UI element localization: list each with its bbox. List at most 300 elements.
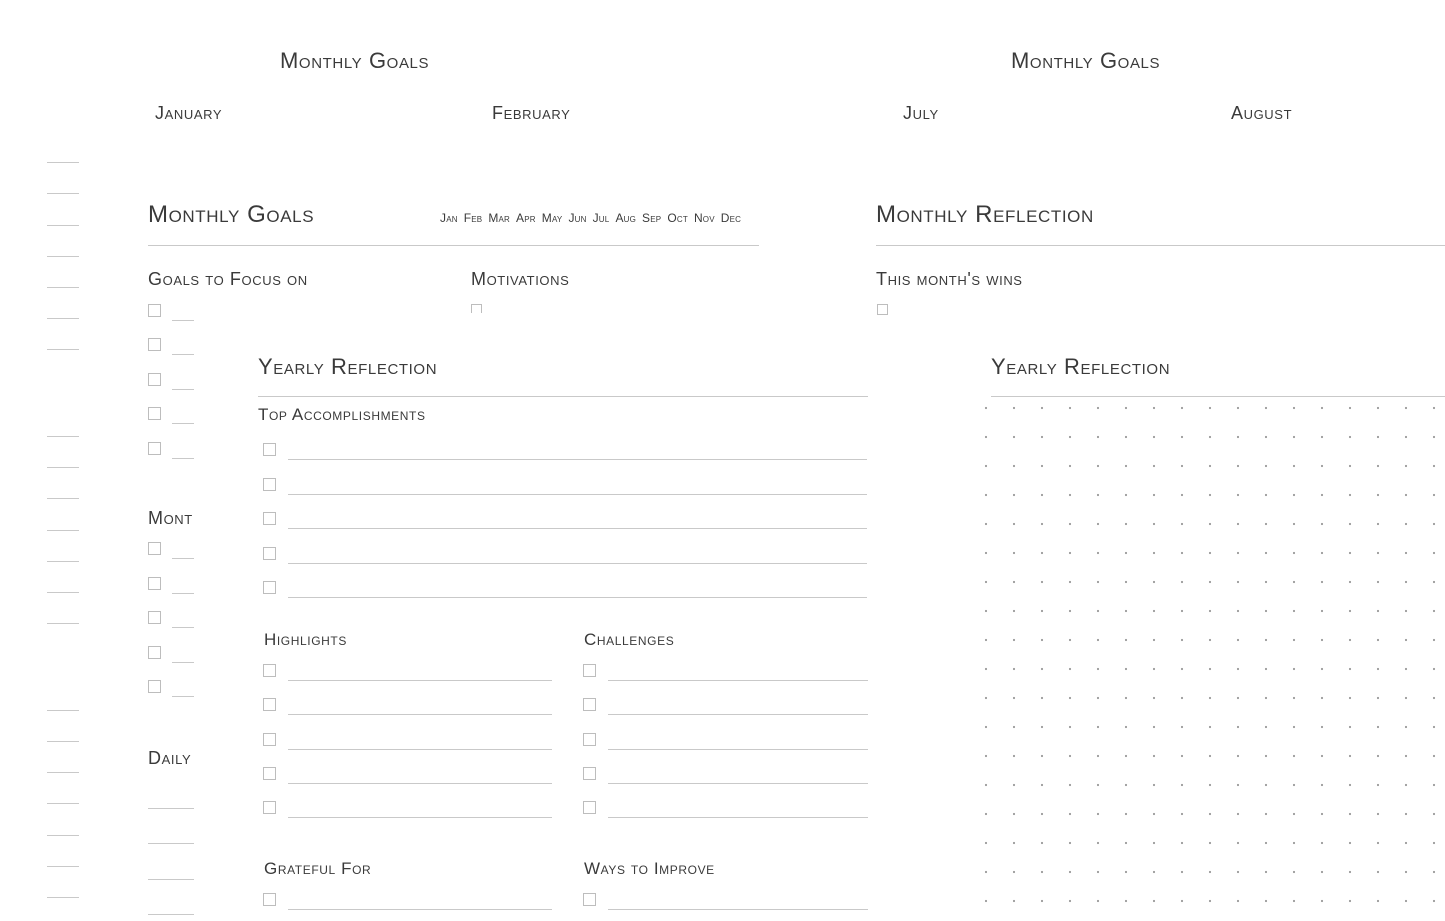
grid-dot [1041, 755, 1043, 757]
reflection-checkbox[interactable] [263, 512, 276, 525]
grid-dot [1293, 581, 1295, 583]
reflection-line[interactable] [288, 783, 552, 784]
grid-dot [1349, 813, 1351, 815]
grid-dot [1125, 407, 1127, 409]
grid-dot [985, 407, 987, 409]
grid-dot [1293, 610, 1295, 612]
grid-dot [1181, 552, 1183, 554]
grid-dot [985, 494, 987, 496]
grid-dot [1069, 523, 1071, 525]
reflection-line[interactable] [608, 783, 868, 784]
grid-dot [1265, 871, 1267, 873]
daily-line[interactable] [148, 914, 194, 915]
reflection-checkbox[interactable] [263, 581, 276, 594]
grid-dot [1237, 668, 1239, 670]
grid-dot [1125, 726, 1127, 728]
margin-line[interactable] [47, 741, 79, 742]
reflection-checkbox[interactable] [583, 664, 596, 677]
month-strip-may[interactable]: May [541, 211, 563, 225]
margin-line[interactable] [47, 349, 79, 350]
goals-focus-heading: Goals to Focus on [148, 269, 308, 289]
goal-checkbox[interactable] [148, 646, 161, 659]
grid-dot [1153, 610, 1155, 612]
grid-dot [1377, 784, 1379, 786]
grid-dot [1237, 726, 1239, 728]
highlights-heading: Highlights [264, 630, 347, 649]
grid-dot [1041, 407, 1043, 409]
grid-dot [1321, 436, 1323, 438]
grid-dot [985, 523, 987, 525]
grid-dot [1209, 900, 1211, 902]
grid-dot [1321, 523, 1323, 525]
margin-line[interactable] [47, 592, 79, 593]
grid-dot [1433, 813, 1435, 815]
grid-dot [1433, 900, 1435, 902]
goal-checkbox[interactable] [148, 680, 161, 693]
grid-dot [985, 755, 987, 757]
grid-dot [1181, 639, 1183, 641]
goal-line[interactable] [172, 354, 194, 355]
monthly-partial-heading: Mont [148, 508, 193, 528]
grid-dot [1377, 842, 1379, 844]
grid-dot [1405, 784, 1407, 786]
margin-line[interactable] [47, 623, 79, 624]
challenges-heading: Challenges [584, 630, 675, 649]
reflection-checkbox[interactable] [263, 698, 276, 711]
monthly-goals-title: Monthly Goals [148, 201, 315, 228]
goal-line[interactable] [172, 662, 194, 663]
grid-dot [1153, 581, 1155, 583]
reflection-line[interactable] [288, 597, 867, 598]
goal-line[interactable] [172, 558, 194, 559]
margin-line[interactable] [47, 561, 79, 562]
reflection-line[interactable] [608, 817, 868, 818]
margin-line[interactable] [47, 225, 79, 226]
grid-dot [1041, 784, 1043, 786]
reflection-line[interactable] [288, 680, 552, 681]
grid-dot [1349, 871, 1351, 873]
grid-dot [1069, 900, 1071, 902]
grid-dot [1405, 581, 1407, 583]
grid-dot [1237, 407, 1239, 409]
goal-checkbox[interactable] [148, 373, 161, 386]
margin-line[interactable] [47, 287, 79, 288]
grid-dot [1153, 871, 1155, 873]
grid-dot [1041, 668, 1043, 670]
grid-dot [1265, 755, 1267, 757]
grid-dot [1349, 494, 1351, 496]
grid-dot [1209, 871, 1211, 873]
month-strip-aug[interactable]: Aug [615, 211, 637, 225]
grid-dot [1069, 407, 1071, 409]
grid-dot [1069, 784, 1071, 786]
grid-dot [1433, 842, 1435, 844]
grid-dot [1377, 755, 1379, 757]
grid-dot [1293, 436, 1295, 438]
spread-left-title: Monthly Goals [280, 48, 430, 73]
month-strip-nov[interactable]: Nov [693, 211, 715, 225]
grid-dot [1209, 842, 1211, 844]
grid-dot [1293, 755, 1295, 757]
month-strip-oct[interactable]: Oct [667, 211, 688, 225]
goal-line[interactable] [172, 458, 194, 459]
grid-dot [1097, 494, 1099, 496]
grid-dot [1377, 813, 1379, 815]
grid-dot [1433, 697, 1435, 699]
grid-dot [1237, 755, 1239, 757]
grid-dot [1181, 407, 1183, 409]
grid-dot [985, 784, 987, 786]
grid-dot [1265, 668, 1267, 670]
grid-dot [1125, 900, 1127, 902]
goal-checkbox[interactable] [148, 611, 161, 624]
yearly-reflection-back-title: Yearly Reflection [991, 354, 1171, 379]
margin-line[interactable] [47, 866, 79, 867]
grid-dot [1265, 581, 1267, 583]
grid-dot [1125, 842, 1127, 844]
grid-dot [1041, 842, 1043, 844]
grid-dot [1013, 784, 1015, 786]
grid-dot [1097, 436, 1099, 438]
goal-line[interactable] [172, 593, 194, 594]
grid-dot [1153, 726, 1155, 728]
grid-dot [1181, 697, 1183, 699]
reflection-checkbox[interactable] [583, 698, 596, 711]
margin-line[interactable] [47, 436, 79, 437]
reflection-line[interactable] [288, 749, 552, 750]
grid-dot [1125, 494, 1127, 496]
grid-dot [1349, 639, 1351, 641]
month-strip-jul[interactable]: Jul [592, 211, 610, 225]
grid-dot [1349, 900, 1351, 902]
grid-dot [1181, 523, 1183, 525]
grid-dot [1433, 784, 1435, 786]
grid-dot [1433, 668, 1435, 670]
grid-dot [1097, 755, 1099, 757]
grid-dot [1041, 726, 1043, 728]
grid-dot [1069, 842, 1071, 844]
goal-checkbox[interactable] [148, 407, 161, 420]
grid-dot [1237, 581, 1239, 583]
goal-checkbox[interactable] [148, 542, 161, 555]
reflection-line[interactable] [608, 714, 868, 715]
grid-dot [1405, 436, 1407, 438]
goal-checkbox[interactable] [148, 338, 161, 351]
monthly-reflection-title: Monthly Reflection [876, 201, 1094, 228]
grid-dot [1321, 813, 1323, 815]
grid-dot [1069, 465, 1071, 467]
grid-dot [1013, 755, 1015, 757]
grid-dot [1013, 494, 1015, 496]
grid-dot [1321, 494, 1323, 496]
grid-dot [1013, 726, 1015, 728]
monthly-reflection-rule [876, 245, 1445, 246]
grid-dot [1433, 871, 1435, 873]
reflection-line[interactable] [288, 909, 552, 910]
margin-line[interactable] [47, 530, 79, 531]
grid-dot [1125, 436, 1127, 438]
reflection-line[interactable] [608, 680, 868, 681]
month-strip-jan[interactable]: Jan [440, 211, 458, 225]
grid-dot [1349, 697, 1351, 699]
month-strip-apr[interactable]: Apr [516, 211, 536, 225]
grid-dot [1069, 494, 1071, 496]
grid-dot [1377, 639, 1379, 641]
grid-dot [1153, 639, 1155, 641]
grid-dot [1265, 523, 1267, 525]
margin-line[interactable] [47, 772, 79, 773]
daily-line[interactable] [148, 879, 194, 880]
grid-dot [1069, 436, 1071, 438]
grid-dot [1293, 900, 1295, 902]
grid-dot [1069, 639, 1071, 641]
reflection-checkbox[interactable] [263, 733, 276, 746]
grid-dot [1433, 465, 1435, 467]
month-label-january: January [155, 103, 223, 123]
reflection-line[interactable] [288, 528, 867, 529]
daily-line[interactable] [148, 843, 194, 844]
reflection-checkbox[interactable] [263, 443, 276, 456]
grid-dot [1405, 755, 1407, 757]
month-strip-jun[interactable]: Jun [568, 211, 587, 225]
reflection-line[interactable] [608, 909, 868, 910]
grid-dot [1097, 523, 1099, 525]
grid-dot [1181, 581, 1183, 583]
grid-dot [1181, 900, 1183, 902]
grid-dot [1321, 552, 1323, 554]
grid-dot [1181, 813, 1183, 815]
grid-dot [985, 668, 987, 670]
grid-dot [1377, 465, 1379, 467]
grid-dot [1097, 813, 1099, 815]
margin-line[interactable] [47, 710, 79, 711]
grid-dot [1125, 552, 1127, 554]
grid-dot [1349, 581, 1351, 583]
month-strip-sep[interactable]: Sep [642, 211, 662, 225]
grid-dot [1125, 639, 1127, 641]
grid-dot [1321, 726, 1323, 728]
grid-dot [1405, 668, 1407, 670]
reflection-checkbox[interactable] [263, 547, 276, 560]
grid-dot [1041, 639, 1043, 641]
grid-dot [985, 436, 987, 438]
grid-dot [1265, 697, 1267, 699]
grid-dot [1041, 465, 1043, 467]
grid-dot [1405, 552, 1407, 554]
reflection-checkbox[interactable] [263, 478, 276, 491]
month-strip-mar[interactable]: Mar [488, 211, 511, 225]
grid-dot [1153, 552, 1155, 554]
grid-dot [1069, 581, 1071, 583]
grid-dot [1405, 523, 1407, 525]
reflection-checkbox[interactable] [263, 893, 276, 906]
grid-dot [1321, 755, 1323, 757]
grid-dot [1153, 523, 1155, 525]
grid-dot [1377, 436, 1379, 438]
grid-dot [1405, 465, 1407, 467]
reflection-line[interactable] [288, 494, 867, 495]
grid-dot [1293, 842, 1295, 844]
daily-line[interactable] [148, 808, 194, 809]
margin-line[interactable] [47, 467, 79, 468]
reflection-line[interactable] [288, 714, 552, 715]
grid-dot [1237, 871, 1239, 873]
grid-dot [1377, 900, 1379, 902]
grid-dot [1405, 871, 1407, 873]
margin-line[interactable] [47, 256, 79, 257]
goal-line[interactable] [172, 696, 194, 697]
grid-dot [1153, 668, 1155, 670]
month-strip-feb[interactable]: Feb [463, 211, 483, 225]
goal-line[interactable] [172, 627, 194, 628]
grid-dot [1209, 697, 1211, 699]
reflection-line[interactable] [288, 817, 552, 818]
grid-dot [1405, 842, 1407, 844]
improve-heading: Ways to Improve [584, 859, 715, 878]
margin-line[interactable] [47, 193, 79, 194]
grid-dot [1181, 668, 1183, 670]
margin-line[interactable] [47, 803, 79, 804]
margin-line[interactable] [47, 835, 79, 836]
grid-dot [1069, 552, 1071, 554]
grid-dot [1041, 900, 1043, 902]
reflection-checkbox[interactable] [263, 801, 276, 814]
grid-dot [1153, 407, 1155, 409]
grid-dot [1321, 639, 1323, 641]
margin-line[interactable] [47, 162, 79, 163]
grid-dot [1041, 494, 1043, 496]
grid-dot [1265, 813, 1267, 815]
wins-checkbox[interactable] [877, 304, 888, 315]
grid-dot [1349, 842, 1351, 844]
grid-dot [1293, 494, 1295, 496]
reflection-checkbox[interactable] [583, 733, 596, 746]
monthly-goals-rule [148, 245, 759, 246]
grid-dot [1097, 784, 1099, 786]
grid-dot [985, 871, 987, 873]
grid-dot [1153, 842, 1155, 844]
grid-dot [1237, 842, 1239, 844]
grid-dot [1321, 900, 1323, 902]
grid-dot [1181, 755, 1183, 757]
yearly-reflection-rule [258, 396, 868, 397]
grid-dot [1209, 784, 1211, 786]
grid-dot [1125, 581, 1127, 583]
reflection-checkbox[interactable] [263, 767, 276, 780]
grid-dot [1293, 784, 1295, 786]
grid-dot [1013, 697, 1015, 699]
goal-line[interactable] [172, 389, 194, 390]
grid-dot [1405, 697, 1407, 699]
grid-dot [1377, 552, 1379, 554]
grid-dot [1181, 436, 1183, 438]
grid-dot [1097, 697, 1099, 699]
margin-line[interactable] [47, 897, 79, 898]
grid-dot [1265, 726, 1267, 728]
reflection-line[interactable] [608, 749, 868, 750]
grid-dot [1265, 552, 1267, 554]
goal-checkbox[interactable] [148, 442, 161, 455]
grid-dot [985, 842, 987, 844]
top-accomplishments-heading: Top Accomplishments [258, 405, 426, 424]
grid-dot [1097, 639, 1099, 641]
grid-dot [1433, 523, 1435, 525]
grid-dot [1069, 668, 1071, 670]
grid-dot [1433, 726, 1435, 728]
grid-dot [1293, 668, 1295, 670]
reflection-checkbox[interactable] [583, 767, 596, 780]
grid-dot [1265, 842, 1267, 844]
grid-dot [1265, 784, 1267, 786]
grid-dot [1405, 726, 1407, 728]
grid-dot [1265, 610, 1267, 612]
grid-dot [1349, 436, 1351, 438]
grid-dot [1293, 552, 1295, 554]
grid-dot [1013, 900, 1015, 902]
month-strip-dec[interactable]: Dec [720, 211, 742, 225]
reflection-checkbox[interactable] [583, 801, 596, 814]
grid-dot [1237, 610, 1239, 612]
grid-dot [1209, 523, 1211, 525]
grid-dot [1013, 639, 1015, 641]
grid-dot [1125, 465, 1127, 467]
grid-dot [1321, 581, 1323, 583]
grid-dot [1069, 813, 1071, 815]
grid-dot [1265, 436, 1267, 438]
grid-dot [1349, 726, 1351, 728]
grid-dot [1041, 813, 1043, 815]
grid-dot [1405, 610, 1407, 612]
grid-dot [1013, 523, 1015, 525]
reflection-line[interactable] [288, 459, 867, 460]
grid-dot [1349, 668, 1351, 670]
grid-dot [1013, 842, 1015, 844]
grid-dot [985, 610, 987, 612]
grid-dot [1209, 755, 1211, 757]
grid-dot [1377, 581, 1379, 583]
daily-partial-heading: Daily [148, 748, 192, 768]
grid-dot [985, 552, 987, 554]
margin-line[interactable] [47, 498, 79, 499]
grid-dot [1153, 755, 1155, 757]
grid-dot [1153, 465, 1155, 467]
reflection-checkbox[interactable] [263, 664, 276, 677]
goal-checkbox[interactable] [148, 304, 161, 317]
goal-checkbox[interactable] [148, 577, 161, 590]
grid-dot [1433, 581, 1435, 583]
grid-dot [1209, 494, 1211, 496]
goal-line[interactable] [172, 423, 194, 424]
grid-dot [1041, 581, 1043, 583]
grid-dot [1125, 755, 1127, 757]
grid-dot [1153, 697, 1155, 699]
reflection-checkbox[interactable] [583, 893, 596, 906]
grid-dot [1069, 610, 1071, 612]
grid-dot [1405, 639, 1407, 641]
goal-line[interactable] [172, 320, 194, 321]
reflection-line[interactable] [288, 563, 867, 564]
grid-dot [1209, 726, 1211, 728]
grid-dot [1237, 784, 1239, 786]
yearly-reflection-back-rule [991, 396, 1445, 397]
month-strip [440, 211, 747, 225]
grid-dot [1349, 552, 1351, 554]
grid-dot [1181, 842, 1183, 844]
margin-line[interactable] [47, 318, 79, 319]
grid-dot [985, 465, 987, 467]
grid-dot [1237, 552, 1239, 554]
grid-dot [1153, 813, 1155, 815]
